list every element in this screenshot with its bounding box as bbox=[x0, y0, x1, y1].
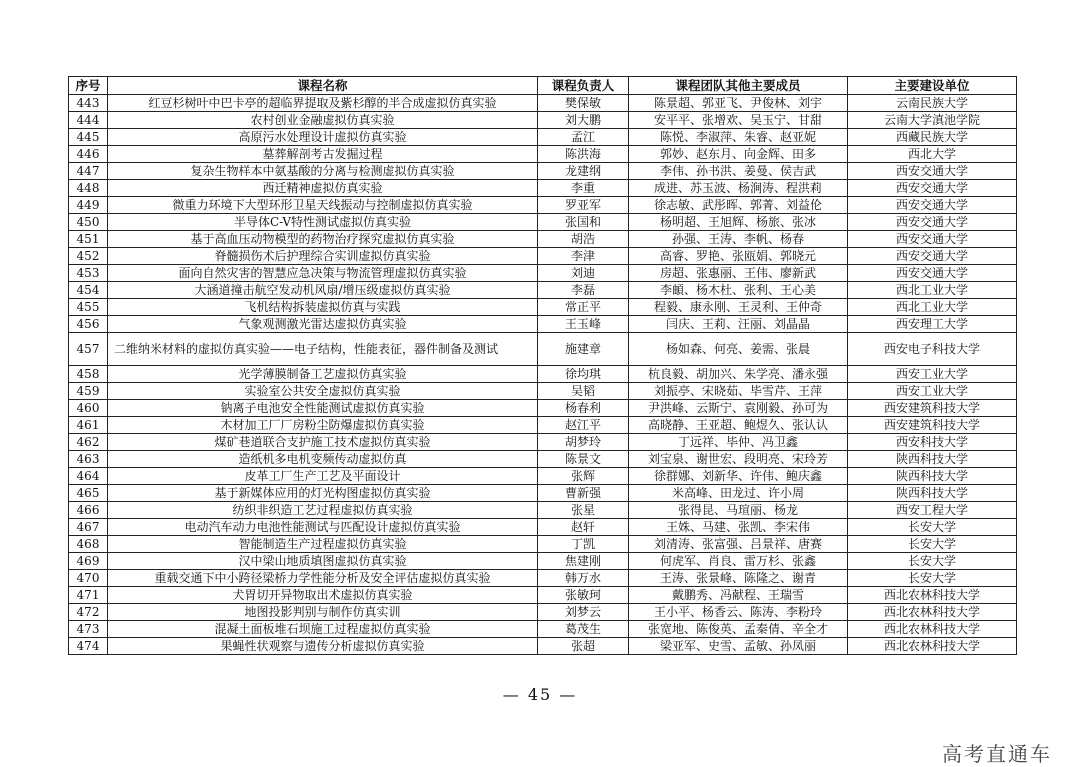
header-institution: 主要建设单位 bbox=[848, 77, 1017, 95]
table-row bbox=[69, 519, 1017, 536]
team-members: 戴鹏秀、冯献程、王瑞雪 bbox=[629, 587, 848, 604]
team-members: 孙强、王涛、李帆、杨春 bbox=[629, 231, 848, 248]
table-body bbox=[69, 95, 1017, 655]
course-lead: 葛茂生 bbox=[538, 621, 629, 638]
course-name: 煤矿巷道联合支护施工技术虚拟仿真实验 bbox=[108, 434, 538, 451]
header-team-members: 课程团队其他主要成员 bbox=[629, 77, 848, 95]
team-members: 刘宝泉、谢世宏、段明亮、宋玲芳 bbox=[629, 451, 848, 468]
institution: 西安交通大学 bbox=[848, 265, 1017, 282]
table-row bbox=[69, 570, 1017, 587]
course-name: 脊髓损伤术后护理综合实训虚拟仿真实验 bbox=[108, 248, 538, 265]
course-name: 面向自然灾害的智慧应急决策与物流管理虚拟仿真实验 bbox=[108, 265, 538, 282]
course-lead: 刘梦云 bbox=[538, 604, 629, 621]
table-row bbox=[69, 299, 1017, 316]
course-lead: 胡浩 bbox=[538, 231, 629, 248]
row-index: 443 bbox=[69, 95, 108, 112]
course-lead: 李磊 bbox=[538, 282, 629, 299]
row-index: 455 bbox=[69, 299, 108, 316]
table-row bbox=[69, 231, 1017, 248]
row-index: 452 bbox=[69, 248, 108, 265]
course-name: 墓葬解剖考古发掘过程 bbox=[108, 146, 538, 163]
team-members: 房超、张惠丽、王伟、廖新武 bbox=[629, 265, 848, 282]
course-lead: 罗亚军 bbox=[538, 197, 629, 214]
institution: 陕西科技大学 bbox=[848, 451, 1017, 468]
institution: 西北农林科技大学 bbox=[848, 604, 1017, 621]
course-lead: 张国和 bbox=[538, 214, 629, 231]
institution: 西安理工大学 bbox=[848, 316, 1017, 333]
course-name: 犬胃切开异物取出术虚拟仿真实验 bbox=[108, 587, 538, 604]
course-lead: 张敏珂 bbox=[538, 587, 629, 604]
institution: 西安交通大学 bbox=[848, 248, 1017, 265]
team-members: 高睿、罗艳、张瓯娟、郭晓元 bbox=[629, 248, 848, 265]
institution: 长安大学 bbox=[848, 536, 1017, 553]
team-members: 李伟、孙书洪、姜曼、侯吉武 bbox=[629, 163, 848, 180]
row-index: 459 bbox=[69, 383, 108, 400]
course-name: 果蝇性状观察与遗传分析虚拟仿真实验 bbox=[108, 638, 538, 655]
team-members: 郭妙、赵东月、向金辉、田多 bbox=[629, 146, 848, 163]
institution: 长安大学 bbox=[848, 519, 1017, 536]
institution: 西北工业大学 bbox=[848, 299, 1017, 316]
course-name: 基于高血压动物模型的药物治疗探究虚拟仿真实验 bbox=[108, 231, 538, 248]
team-members: 闫庆、王莉、汪丽、刘晶晶 bbox=[629, 316, 848, 333]
course-name: 木材加工厂厂房粉尘防爆虚拟仿真实验 bbox=[108, 417, 538, 434]
table-row bbox=[69, 180, 1017, 197]
team-members: 王涛、张景峰、陈隆之、谢青 bbox=[629, 570, 848, 587]
course-lead: 刘迪 bbox=[538, 265, 629, 282]
table-row bbox=[69, 502, 1017, 519]
course-lead: 赵江平 bbox=[538, 417, 629, 434]
course-lead: 张星 bbox=[538, 502, 629, 519]
institution: 陕西科技大学 bbox=[848, 485, 1017, 502]
table-row bbox=[69, 112, 1017, 129]
course-lead: 陈景文 bbox=[538, 451, 629, 468]
course-lead: 焦建刚 bbox=[538, 553, 629, 570]
course-lead: 张超 bbox=[538, 638, 629, 655]
course-name: 钠离子电池安全性能测试虚拟仿真实验 bbox=[108, 400, 538, 417]
institution: 西北农林科技大学 bbox=[848, 621, 1017, 638]
institution: 西安工业大学 bbox=[848, 383, 1017, 400]
team-members: 安平平、张增欢、吴玉宁、甘甜 bbox=[629, 112, 848, 129]
institution: 长安大学 bbox=[848, 553, 1017, 570]
course-name: 造纸机多电机变频传动虚拟仿真 bbox=[108, 451, 538, 468]
row-index: 445 bbox=[69, 129, 108, 146]
header-index: 序号 bbox=[69, 77, 108, 95]
row-index: 471 bbox=[69, 587, 108, 604]
institution: 陕西科技大学 bbox=[848, 468, 1017, 485]
row-index: 456 bbox=[69, 316, 108, 333]
team-members: 陈景超、郭亚飞、尹俊林、刘宇 bbox=[629, 95, 848, 112]
institution: 西北工业大学 bbox=[848, 282, 1017, 299]
team-members: 成进、苏玉波、杨涧涛、程洪莉 bbox=[629, 180, 848, 197]
team-members: 杨如森、何亮、姜需、张晨 bbox=[629, 333, 848, 366]
table-row bbox=[69, 248, 1017, 265]
institution: 西安科技大学 bbox=[848, 434, 1017, 451]
team-members: 徐志敏、武彤晖、郭菁、刘益伦 bbox=[629, 197, 848, 214]
row-index: 467 bbox=[69, 519, 108, 536]
course-name: 微重力环境下大型环形卫星天线振动与控制虚拟仿真实验 bbox=[108, 197, 538, 214]
course-name: 西迁精神虚拟仿真实验 bbox=[108, 180, 538, 197]
row-index: 451 bbox=[69, 231, 108, 248]
table-row bbox=[69, 333, 1017, 366]
row-index: 470 bbox=[69, 570, 108, 587]
row-index: 463 bbox=[69, 451, 108, 468]
row-index: 472 bbox=[69, 604, 108, 621]
institution: 西藏民族大学 bbox=[848, 129, 1017, 146]
course-name: 纺织非织造工艺过程虚拟仿真实验 bbox=[108, 502, 538, 519]
row-index: 474 bbox=[69, 638, 108, 655]
course-name: 重载交通下中小跨径梁桥力学性能分析及安全评估虚拟仿真实验 bbox=[108, 570, 538, 587]
institution: 西安交通大学 bbox=[848, 231, 1017, 248]
table-row bbox=[69, 197, 1017, 214]
course-lead: 徐均琪 bbox=[538, 366, 629, 383]
course-name: 高原污水处理设计虚拟仿真实验 bbox=[108, 129, 538, 146]
row-index: 458 bbox=[69, 366, 108, 383]
team-members: 王姝、马建、张凯、李宋伟 bbox=[629, 519, 848, 536]
course-lead: 杨春利 bbox=[538, 400, 629, 417]
table-row bbox=[69, 265, 1017, 282]
row-index: 466 bbox=[69, 502, 108, 519]
course-lead: 吴韬 bbox=[538, 383, 629, 400]
table-row bbox=[69, 417, 1017, 434]
course-name: 飞机结构拆装虚拟仿真与实践 bbox=[108, 299, 538, 316]
team-members: 高晓静、王亚超、鲍煜久、张认认 bbox=[629, 417, 848, 434]
institution: 云南大学滇池学院 bbox=[848, 112, 1017, 129]
team-members: 张得昆、马瑄丽、杨龙 bbox=[629, 502, 848, 519]
row-index: 444 bbox=[69, 112, 108, 129]
table-row bbox=[69, 383, 1017, 400]
row-index: 468 bbox=[69, 536, 108, 553]
team-members: 陈悦、李淑萍、朱睿、赵亚妮 bbox=[629, 129, 848, 146]
row-index: 454 bbox=[69, 282, 108, 299]
course-name: 红豆杉树叶中巴卡亭的超临界提取及紫杉醇的半合成虚拟仿真实验 bbox=[108, 95, 538, 112]
course-lead: 丁凯 bbox=[538, 536, 629, 553]
course-name: 复杂生物样本中氨基酸的分离与检测虚拟仿真实验 bbox=[108, 163, 538, 180]
institution: 西安建筑科技大学 bbox=[848, 400, 1017, 417]
row-index: 462 bbox=[69, 434, 108, 451]
institution: 长安大学 bbox=[848, 570, 1017, 587]
course-name: 光学薄膜制备工艺虚拟仿真实验 bbox=[108, 366, 538, 383]
institution: 西安建筑科技大学 bbox=[848, 417, 1017, 434]
table-row bbox=[69, 282, 1017, 299]
row-index: 457 bbox=[69, 333, 108, 366]
row-index: 448 bbox=[69, 180, 108, 197]
row-index: 450 bbox=[69, 214, 108, 231]
institution: 西北农林科技大学 bbox=[848, 638, 1017, 655]
team-members: 王小平、杨香云、陈涛、李粉玲 bbox=[629, 604, 848, 621]
course-lead: 曹新强 bbox=[538, 485, 629, 502]
course-lead: 张辉 bbox=[538, 468, 629, 485]
team-members: 刘清涛、张富强、吕景祥、唐赛 bbox=[629, 536, 848, 553]
row-index: 447 bbox=[69, 163, 108, 180]
table-row bbox=[69, 468, 1017, 485]
watermark-text: 高考直通车 bbox=[942, 742, 1052, 766]
row-index: 460 bbox=[69, 400, 108, 417]
row-index: 449 bbox=[69, 197, 108, 214]
table-row bbox=[69, 604, 1017, 621]
row-index: 469 bbox=[69, 553, 108, 570]
course-lead: 李重 bbox=[538, 180, 629, 197]
table-row bbox=[69, 638, 1017, 655]
table-row bbox=[69, 400, 1017, 417]
page-number: — 45 — bbox=[502, 685, 578, 704]
institution: 西安交通大学 bbox=[848, 180, 1017, 197]
row-index: 464 bbox=[69, 468, 108, 485]
course-table bbox=[68, 76, 1017, 655]
course-lead: 李津 bbox=[538, 248, 629, 265]
table-row bbox=[69, 129, 1017, 146]
team-members: 杨明超、王旭辉、杨旅、张冰 bbox=[629, 214, 848, 231]
course-name: 汉中梁山地质填图虚拟仿真实验 bbox=[108, 553, 538, 570]
institution: 西安工程大学 bbox=[848, 502, 1017, 519]
institution: 西北农林科技大学 bbox=[848, 587, 1017, 604]
course-name: 实验室公共安全虚拟仿真实验 bbox=[108, 383, 538, 400]
course-name: 电动汽车动力电池性能测试与匹配设计虚拟仿真实验 bbox=[108, 519, 538, 536]
table-row bbox=[69, 621, 1017, 638]
table-row bbox=[69, 553, 1017, 570]
course-lead: 龙建纲 bbox=[538, 163, 629, 180]
table-row bbox=[69, 434, 1017, 451]
team-members: 刘振亭、宋晓茹、毕雪芹、王萍 bbox=[629, 383, 848, 400]
table-row bbox=[69, 316, 1017, 333]
table-row bbox=[69, 536, 1017, 553]
course-lead: 常正平 bbox=[538, 299, 629, 316]
course-lead: 王玉峰 bbox=[538, 316, 629, 333]
table-row bbox=[69, 214, 1017, 231]
header-lead: 课程负责人 bbox=[538, 77, 629, 95]
course-lead: 刘大鹏 bbox=[538, 112, 629, 129]
institution: 西安交通大学 bbox=[848, 197, 1017, 214]
table-row bbox=[69, 146, 1017, 163]
course-name: 二维纳米材料的虚拟仿真实验——电子结构，性能表征，器件制备及测试 bbox=[108, 333, 538, 366]
course-lead: 樊保敏 bbox=[538, 95, 629, 112]
course-name: 智能制造生产过程虚拟仿真实验 bbox=[108, 536, 538, 553]
course-lead: 陈洪海 bbox=[538, 146, 629, 163]
course-name: 气象观测激光雷达虚拟仿真实验 bbox=[108, 316, 538, 333]
course-lead: 孟江 bbox=[538, 129, 629, 146]
institution: 西北大学 bbox=[848, 146, 1017, 163]
team-members: 程毅、康永刚、王灵利、王仲奇 bbox=[629, 299, 848, 316]
course-name: 农村创业金融虚拟仿真实验 bbox=[108, 112, 538, 129]
course-name: 大涵道撞击航空发动机风扇/增压级虚拟仿真实验 bbox=[108, 282, 538, 299]
course-lead: 施建章 bbox=[538, 333, 629, 366]
table-row bbox=[69, 163, 1017, 180]
institution: 西安交通大学 bbox=[848, 163, 1017, 180]
table-row bbox=[69, 587, 1017, 604]
row-index: 461 bbox=[69, 417, 108, 434]
course-name: 基于新媒体应用的灯光构图虚拟仿真实验 bbox=[108, 485, 538, 502]
course-name: 皮革工厂生产工艺及平面设计 bbox=[108, 468, 538, 485]
team-members: 梁亚军、史雪、孟敏、孙凤丽 bbox=[629, 638, 848, 655]
course-name: 半导体C-V特性测试虚拟仿真实验 bbox=[108, 214, 538, 231]
team-members: 尹洪峰、云斯宁、袁刚毅、孙可为 bbox=[629, 400, 848, 417]
row-index: 446 bbox=[69, 146, 108, 163]
table-row bbox=[69, 451, 1017, 468]
table-row bbox=[69, 366, 1017, 383]
header-course-name: 课程名称 bbox=[108, 77, 538, 95]
row-index: 453 bbox=[69, 265, 108, 282]
team-members: 丁远祥、毕仲、冯卫鑫 bbox=[629, 434, 848, 451]
team-members: 李頔、杨木杜、张利、王心美 bbox=[629, 282, 848, 299]
team-members: 米高峰、田龙过、许小周 bbox=[629, 485, 848, 502]
course-lead: 赵轩 bbox=[538, 519, 629, 536]
row-index: 465 bbox=[69, 485, 108, 502]
team-members: 杭良毅、胡加兴、朱学亮、潘永强 bbox=[629, 366, 848, 383]
team-members: 何虎军、肖良、雷万杉、张鑫 bbox=[629, 553, 848, 570]
institution: 西安工业大学 bbox=[848, 366, 1017, 383]
institution: 西安电子科技大学 bbox=[848, 333, 1017, 366]
row-index: 473 bbox=[69, 621, 108, 638]
course-name: 地图投影判别与制作仿真实训 bbox=[108, 604, 538, 621]
table-header-row bbox=[69, 77, 1017, 95]
institution: 云南民族大学 bbox=[848, 95, 1017, 112]
table-row bbox=[69, 485, 1017, 502]
team-members: 徐群娜、刘新华、许伟、鲍庆鑫 bbox=[629, 468, 848, 485]
course-lead: 胡梦玲 bbox=[538, 434, 629, 451]
table-row bbox=[69, 95, 1017, 112]
institution: 西安交通大学 bbox=[848, 214, 1017, 231]
course-lead: 韩万水 bbox=[538, 570, 629, 587]
team-members: 张宽地、陈俊英、孟秦倩、辛全才 bbox=[629, 621, 848, 638]
course-name: 混凝土面板堆石坝施工过程虚拟仿真实验 bbox=[108, 621, 538, 638]
